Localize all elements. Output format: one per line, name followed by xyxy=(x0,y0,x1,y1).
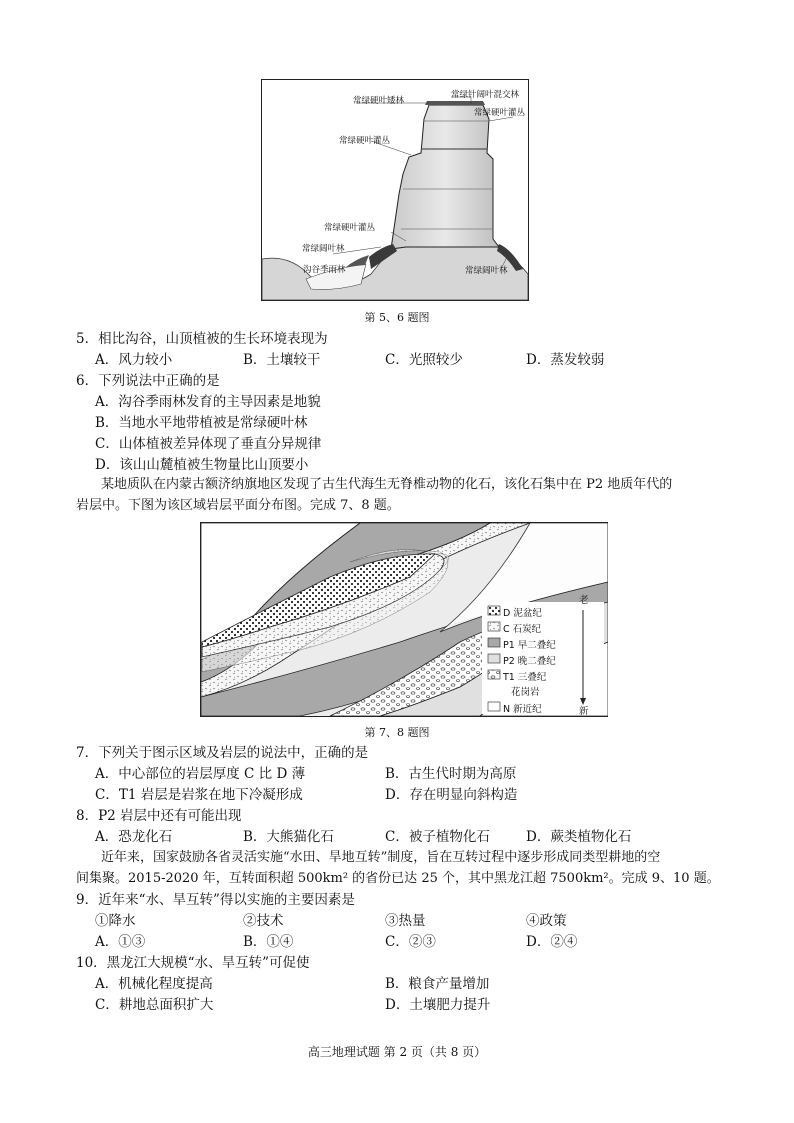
q9-factor-3: ③热量 xyxy=(385,913,426,929)
q5-option-c[interactable]: C．光照较少 xyxy=(385,352,463,368)
legend-early-permian: P1 早二叠纪 xyxy=(503,640,556,651)
q8-option-b[interactable]: B．大熊猫化石 xyxy=(243,829,334,845)
q5-stem: 5．相比沟谷，山顶植被的生长环境表现为 xyxy=(76,331,328,347)
intro-910-line1: 近年来，国家鼓励各省灵活实施“水田、旱地互转”制度，旨在互转过程中逐步形成同类型耕地的空 xyxy=(101,850,661,865)
label-broadleaf-forest-right: 常绿阔叶林 xyxy=(465,266,508,276)
q10-option-b[interactable]: B．粮食产量增加 xyxy=(385,976,490,992)
label-mixed-forest: 常绿针阔叶混交林 xyxy=(451,90,520,100)
page-footer: 高三地理试题 第 2 页（共 8 页） xyxy=(307,1045,487,1059)
legend-carboniferous: C 石炭纪 xyxy=(503,624,542,635)
q10-option-c[interactable]: C．耕地总面积扩大 xyxy=(95,997,214,1013)
q9-option-d[interactable]: D．②④ xyxy=(526,934,578,950)
intro-78-line2: 岩层中。下图为该区域岩层平面分布图。完成 7、8 题。 xyxy=(76,498,400,513)
legend-triassic: T1 三叠纪 xyxy=(503,672,547,683)
q8-stem: 8．P2 岩层中还有可能出现 xyxy=(76,808,242,824)
q7-stem: 7．下列关于图示区域及岩层的说法中，正确的是 xyxy=(76,745,369,761)
q9-factor-1: ①降水 xyxy=(95,913,136,929)
q6-option-d[interactable]: D．该山山麓植被生物量比山顶要小 xyxy=(95,457,309,473)
label-sclerophyll-shrub-low: 常绿硬叶灌丛 xyxy=(324,223,376,233)
q9-stem: 9．近年来“水、旱互转”得以实施的主要因素是 xyxy=(76,892,355,908)
figure1-caption: 第 5、6 题图 xyxy=(364,311,430,324)
q8-option-a[interactable]: A．恐龙化石 xyxy=(95,829,173,845)
legend-granite: 花岗岩 xyxy=(511,687,540,698)
q8-option-c[interactable]: C．被子植物化石 xyxy=(385,829,490,845)
arrow-new-label: 新 xyxy=(579,706,589,717)
q10-stem: 10．黑龙江大规模“水、旱互转”可促使 xyxy=(76,955,310,971)
label-evergreen-sclerophyll-scrubforest: 常绿硬叶矮林 xyxy=(353,96,405,106)
q7-option-d[interactable]: D．存在明显向斜构造 xyxy=(385,787,518,803)
q7-option-b[interactable]: B．古生代时期为高原 xyxy=(385,766,517,782)
label-sclerophyll-shrub-right: 常绿硬叶灌丛 xyxy=(474,108,526,118)
q5-option-d[interactable]: D．蒸发较弱 xyxy=(526,352,605,368)
q10-option-a[interactable]: A．机械化程度提高 xyxy=(95,976,213,992)
legend-neogene: N 新近纪 xyxy=(503,704,542,715)
intro-78-line1: 某地质队在内蒙古额济纳旗地区发现了古生代海生无脊椎动物的化石，该化石集中在 P2 地质年代的 xyxy=(101,477,673,492)
q10-option-d[interactable]: D．土壤肥力提升 xyxy=(385,997,491,1013)
q6-option-a[interactable]: A．沟谷季雨林发育的主导因素是地貌 xyxy=(95,394,321,410)
q9-factor-2: ②技术 xyxy=(243,913,284,929)
label-valley-monsoon-forest: 沟谷季雨林 xyxy=(303,265,346,275)
q9-option-a[interactable]: A．①③ xyxy=(95,934,146,950)
q6-option-c[interactable]: C．山体植被差异体现了垂直分异规律 xyxy=(95,436,322,452)
legend-devonian: D 泥盆纪 xyxy=(503,608,542,619)
intro-910-line2: 间集聚。2015-2020 年，互转面积超 500km² 的省份已达 25 个，其中黑龙江超 7500km²。完成 9、10 题。 xyxy=(76,871,720,886)
q6-stem: 6．下列说法中正确的是 xyxy=(76,373,220,389)
q7-option-a[interactable]: A．中心部位的岩层厚度 C 比 D 薄 xyxy=(95,766,306,782)
q9-factor-4: ④政策 xyxy=(526,913,567,929)
q6-option-b[interactable]: B．当地水平地带植被是常绿硬叶林 xyxy=(95,415,308,431)
q9-option-c[interactable]: C．②③ xyxy=(385,934,436,950)
label-sclerophyll-shrub-mid: 常绿硬叶灌丛 xyxy=(339,136,391,146)
strata-map xyxy=(200,522,608,717)
label-broadleaf-forest-left: 常绿阔叶林 xyxy=(302,244,345,254)
q5-option-a[interactable]: A．风力较小 xyxy=(95,352,173,368)
figure2-caption: 第 7、8 题图 xyxy=(364,726,430,739)
q5-option-b[interactable]: B．土壤较干 xyxy=(243,352,321,368)
q7-option-c[interactable]: C．T1 岩层是岩浆在地下冷凝形成 xyxy=(95,787,303,803)
q8-option-d[interactable]: D．蕨类植物化石 xyxy=(526,829,632,845)
arrow-old-label: 老 xyxy=(579,595,589,606)
q9-option-b[interactable]: B．①④ xyxy=(243,934,294,950)
legend-late-permian: P2 晚二叠纪 xyxy=(503,656,556,667)
